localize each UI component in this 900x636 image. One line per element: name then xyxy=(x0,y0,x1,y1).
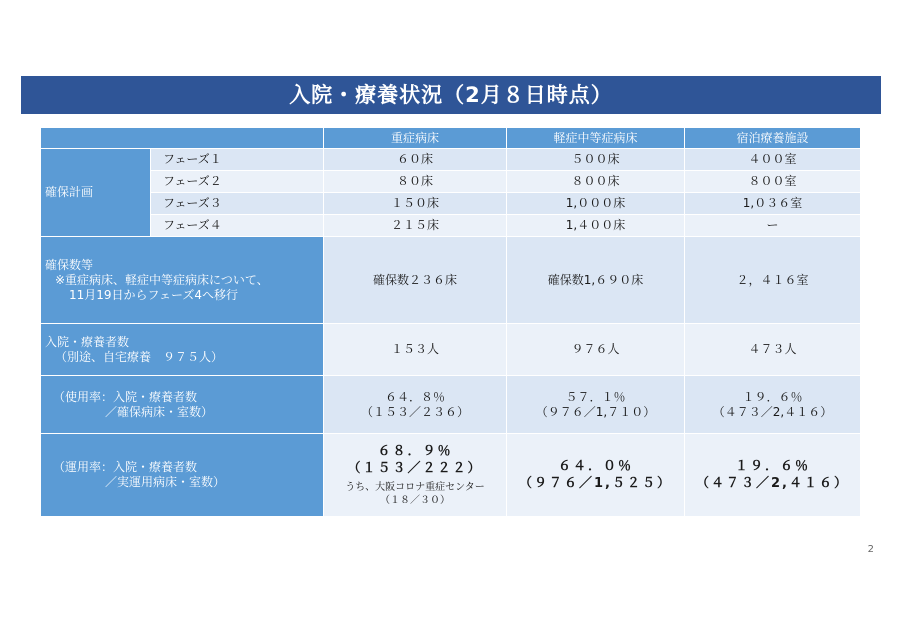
secured-plan-label: 確保計画 xyxy=(41,149,151,237)
secured-count-note: ※重症病床、軽症中等症病床について、 xyxy=(55,272,269,287)
operation-rate-moderate xyxy=(507,434,685,517)
secured-count-moderate: 確保数1,６９０床 xyxy=(507,237,685,324)
phase-moderate: ８００床 xyxy=(507,171,685,193)
operation-rate-severe xyxy=(324,434,507,517)
secured-count-title: 確保数等 xyxy=(45,257,94,272)
operation-rate-percent: ６４．０％ xyxy=(557,459,633,474)
operation-rate-ratio: （１５３／２２２） xyxy=(347,461,483,476)
table-row xyxy=(41,434,861,517)
usage-rate-percent: ６４．８％ xyxy=(384,389,445,404)
usage-rate-moderate xyxy=(507,376,685,434)
page-title: 入院・療養状況（2月８日時点） xyxy=(21,76,881,114)
patients-moderate: ９７６人 xyxy=(507,324,685,376)
operation-rate-denominator: ／実運用病床・室数） xyxy=(105,475,226,489)
usage-rate-ratio: （４７３／2,４１６） xyxy=(712,404,833,419)
operation-rate-hotel xyxy=(685,434,861,517)
phase-name: フェーズ４ xyxy=(151,215,324,237)
phase-hotel: 1,０３６室 xyxy=(685,193,861,215)
usage-rate-ratio: （９７６／1,７１０） xyxy=(535,404,656,419)
usage-rate-denominator: ／確保病床・室数） xyxy=(105,404,214,419)
secured-count-hotel: ２，４１６室 xyxy=(685,237,861,324)
operation-rate-percent: １９．６％ xyxy=(734,459,810,474)
phase-name: フェーズ３ xyxy=(151,193,324,215)
usage-rate-ratio: （１５３／２３６） xyxy=(360,404,469,419)
patients-title: 入院・療養者数 xyxy=(45,334,130,349)
operation-rate-label xyxy=(41,434,324,517)
patients-label xyxy=(41,324,324,376)
phase-severe: ２１５床 xyxy=(324,215,507,237)
header-severe: 重症病床 xyxy=(324,128,507,149)
patients-severe: １５３人 xyxy=(324,324,507,376)
table-row xyxy=(41,237,861,324)
secured-count-severe: 確保数２３６床 xyxy=(324,237,507,324)
severe-center-ratio: （１８／３０） xyxy=(380,495,450,506)
phase-moderate: 1,４００床 xyxy=(507,215,685,237)
operation-rate-ratio: （４７３／2,４１６） xyxy=(696,476,849,491)
table-row xyxy=(41,324,861,376)
phase-name: フェーズ１ xyxy=(151,149,324,171)
usage-rate-percent: １９．６％ xyxy=(742,389,803,404)
hospitalization-table xyxy=(40,127,861,517)
phase-severe: ８０床 xyxy=(324,171,507,193)
operation-rate-ratio: （９７６／1,５２５） xyxy=(519,476,672,491)
header-hotel: 宿泊療養施設 xyxy=(685,128,861,149)
operation-rate-percent: ６８．９％ xyxy=(377,444,453,459)
header-moderate: 軽症中等症病床 xyxy=(507,128,685,149)
usage-rate-severe xyxy=(324,376,507,434)
phase-hotel: ー xyxy=(685,215,861,237)
usage-rate-hotel xyxy=(685,376,861,434)
secured-count-label xyxy=(41,237,324,324)
table-row xyxy=(41,215,861,237)
phase-hotel: ８００室 xyxy=(685,171,861,193)
phase-moderate: 1,０００床 xyxy=(507,193,685,215)
table-row xyxy=(41,376,861,434)
phase-severe: １５０床 xyxy=(324,193,507,215)
operation-rate-title: （運用率：入院・療養者数 xyxy=(53,460,198,474)
table-row xyxy=(41,171,861,193)
severe-center-note: うち、大阪コロナ重症センター xyxy=(345,482,485,493)
usage-rate-title: （使用率：入院・療養者数 xyxy=(53,389,198,404)
phase-name: フェーズ２ xyxy=(151,171,324,193)
page-number: 2 xyxy=(867,544,874,555)
patients-hotel: ４７３人 xyxy=(685,324,861,376)
phase-hotel: ４００室 xyxy=(685,149,861,171)
phase-moderate: ５００床 xyxy=(507,149,685,171)
usage-rate-label xyxy=(41,376,324,434)
table-row xyxy=(41,193,861,215)
patients-home-care-note: （別途、自宅療養 ９７５人） xyxy=(55,349,224,364)
phase-severe: ６０床 xyxy=(324,149,507,171)
header-row xyxy=(41,128,861,149)
header-corner xyxy=(41,128,324,149)
usage-rate-percent: ５７．１％ xyxy=(565,389,626,404)
table-row xyxy=(41,149,861,171)
secured-count-note-2: 11月19日からフェーズ4へ移行 xyxy=(69,287,238,302)
